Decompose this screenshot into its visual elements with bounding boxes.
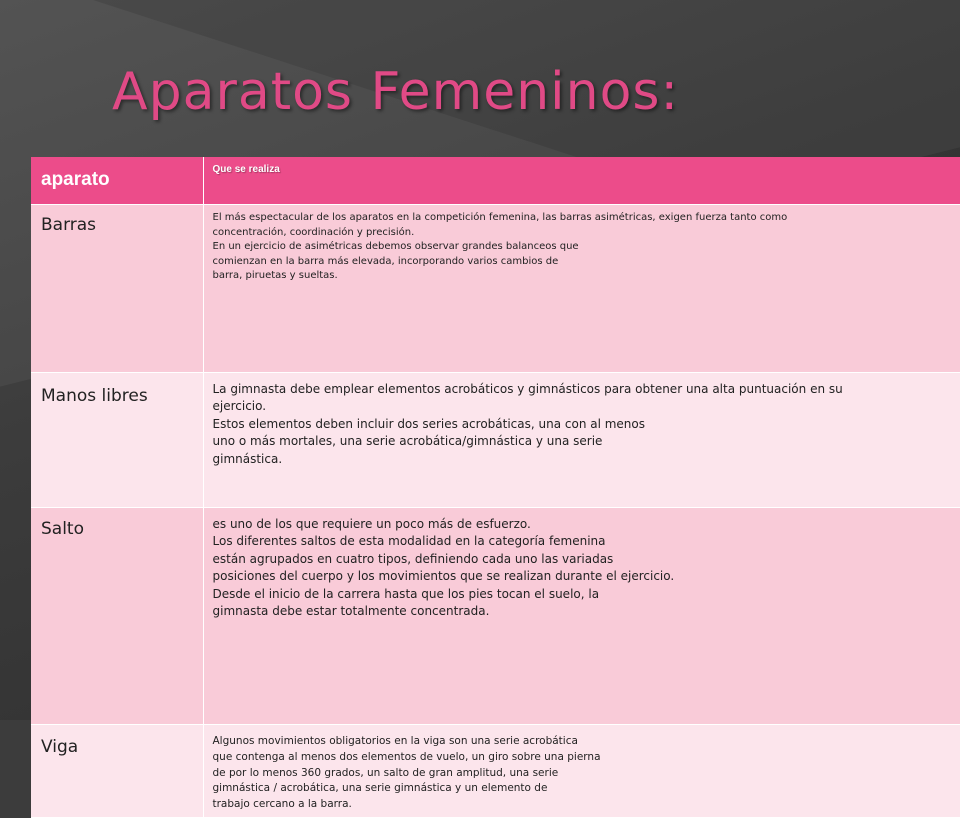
table-row [31, 725, 960, 818]
apparatus-table [31, 157, 960, 818]
table-row [31, 205, 960, 373]
table-row [31, 373, 960, 508]
apparatus-description: El más espectacular de los aparatos en la competición femenina, las barras asimétricas, exigen fuerza tanto como concentración, coordinación y precisión. En un ejercicio de asimétricas debemos observar grandes balanceos que comienzan en la barra más elevada, incorporando varios cambios de barra, piruetas y sueltas. [203, 205, 960, 373]
header-cell-apparatus: aparato [31, 157, 203, 205]
apparatus-name: Viga [31, 725, 203, 818]
apparatus-name: Salto [31, 508, 203, 725]
header-cell-description: Que se realiza [203, 157, 960, 205]
slide-title: Aparatos Femeninos: [112, 62, 680, 122]
apparatus-description: Algunos movimientos obligatorios en la viga son una serie acrobática que contenga al menos dos elementos de vuelo, un giro sobre una pierna de por lo menos 360 grados, un salto de gran amplitud, una serie gimnástica / acrobática, una serie gimnástica y un elemento de trabajo cercano a la barra. [203, 725, 960, 818]
apparatus-description: es uno de los que requiere un poco más de esfuerzo. Los diferentes saltos de esta modalidad en la categoría femenina están agrupados en cuatro tipos, definiendo cada uno las variadas posiciones del cuerpo y los movimientos que se realizan durante el ejercicio. Desde el inicio de la carrera hasta que los pies tocan el suelo, la gimnasta debe estar totalmente concentrada. [203, 508, 960, 725]
table-row [31, 508, 960, 725]
table-header-row [31, 157, 960, 205]
apparatus-name: Barras [31, 205, 203, 373]
apparatus-description: La gimnasta debe emplear elementos acrobáticos y gimnásticos para obtener una alta puntuación en su ejercicio. Estos elementos deben incluir dos series acrobáticas, una con al menos uno o más mortales, una serie acrobática/gimnástica y una serie gimnástica. [203, 373, 960, 508]
apparatus-name: Manos libres [31, 373, 203, 508]
